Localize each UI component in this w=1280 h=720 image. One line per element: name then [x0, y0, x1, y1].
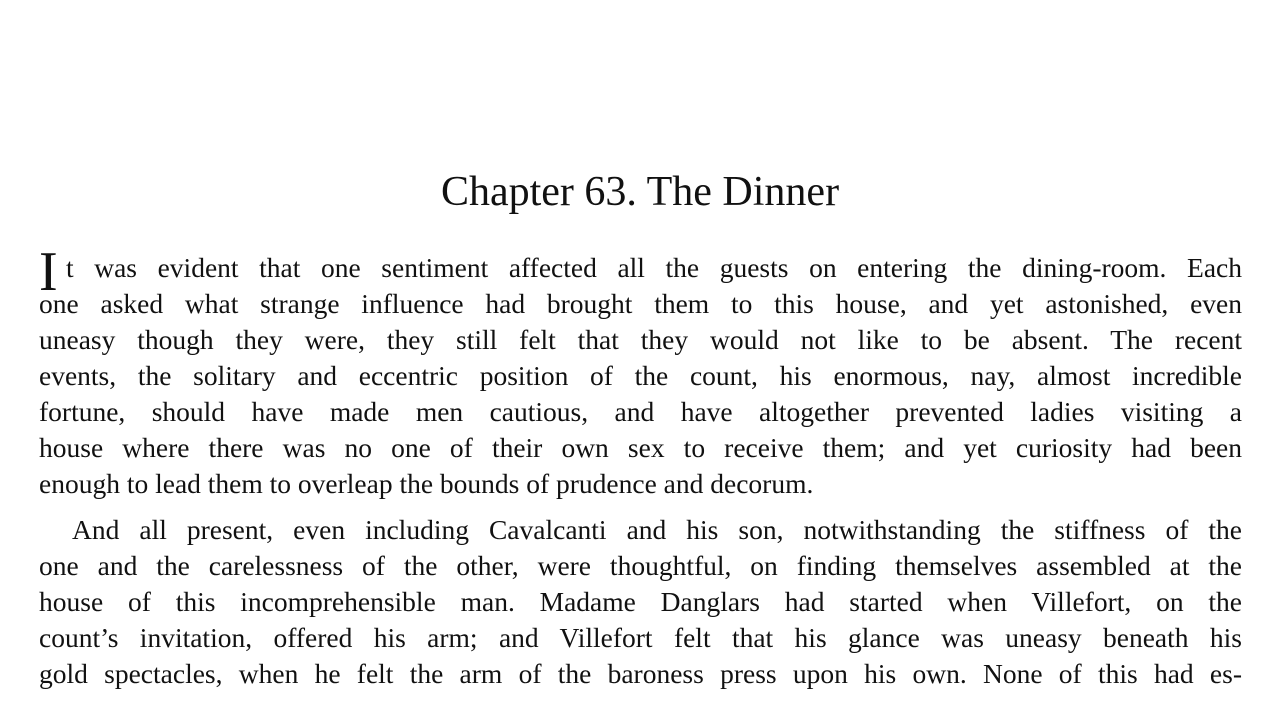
paragraph-line: house of this incomprehensible man. Madame Danglars had started when Villefort, on the — [39, 586, 1242, 617]
paragraph-line: one asked what strange influence had brought them to this house, and yet astonished, even — [39, 288, 1242, 319]
drop-cap: I — [39, 241, 58, 303]
chapter-body — [39, 241, 1242, 692]
paragraph-line: house where there was no one of their own sex to receive them; and yet curiosity had been — [39, 432, 1242, 463]
paragraph-line: fortune, should have made men cautious, and have altogether prevented ladies visiting a — [39, 396, 1242, 427]
paragraph-line: enough to lead them to overleap the bounds of prudence and decorum. — [39, 468, 814, 499]
paragraph-line: uneasy though they were, they still felt that they would not like to be absent. The recent — [39, 324, 1242, 355]
paragraph-line: events, the solitary and eccentric position of the count, his enormous, nay, almost incredible — [39, 360, 1242, 391]
paragraph-line: gold spectacles, when he felt the arm of the baroness press upon his own. None of this had es- — [39, 658, 1242, 689]
paragraph-line: And all present, even including Cavalcanti and his son, notwithstanding the stiffness of the — [72, 514, 1242, 545]
paragraph-line — [39, 241, 1242, 303]
paragraph-line: count’s invitation, offered his arm; and Villefort felt that his glance was uneasy beneath his — [39, 622, 1242, 653]
chapter-title: Chapter 63. The Dinner — [440, 169, 840, 215]
line-text: t was evident that one sentiment affected all the guests on entering the dining-room. Each — [66, 252, 1242, 283]
paragraph-gap — [39, 502, 1242, 512]
paragraph-1 — [39, 241, 1242, 502]
paragraph-line: one and the carelessness of the other, were thoughtful, on finding themselves assembled at the — [39, 550, 1242, 581]
paragraph-2 — [39, 512, 1242, 692]
